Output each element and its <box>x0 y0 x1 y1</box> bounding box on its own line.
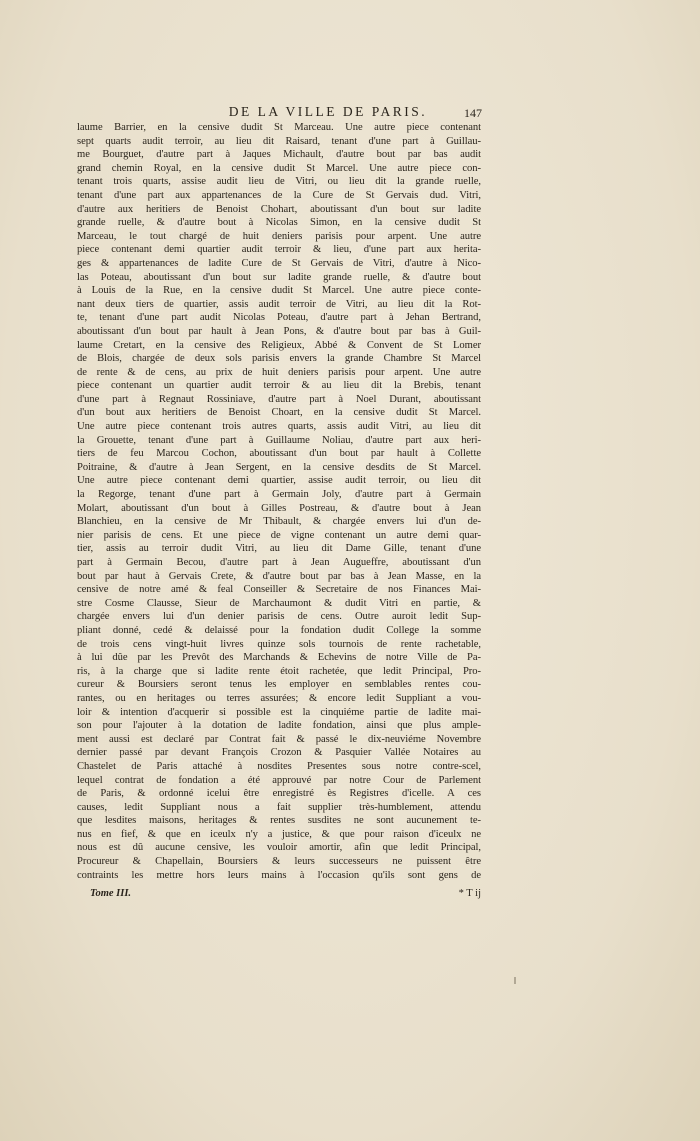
signature-mark: * T ij <box>458 888 481 899</box>
text-line: Marceau, le tout chargé de huit deniers parisis pour arpent. Une autre <box>77 230 481 242</box>
text-line: la Grouette, tenant d'une part à Guillaume Noliau, d'autre part aux heri- <box>77 434 481 446</box>
text-line: pliant donné, cedé & delaissé pour la fondation dudit College la somme <box>77 624 481 636</box>
text-line: dernier passé par devant François Crozon & Pasquier Vallée Notaires au <box>77 747 481 759</box>
text-line: à Louis de la Rue, en la censive dudit St Marcel. Une autre piece conte- <box>77 285 481 297</box>
text-line: me Bourguet, d'autre part à Jaques Michault, d'autre bout par bas audit <box>77 149 481 161</box>
text-line: Procureur & Chapellain, Boursiers & leurs successeurs ne puissent être <box>77 856 481 868</box>
text-line: grand chemin Royal, en la censive dudit St Marcel. Une autre piece con- <box>77 162 481 174</box>
text-line: Blanchieu, en la censive de Mr Thibault, & chargée envers lui d'un de- <box>77 516 481 528</box>
text-line: lequel contrat de fondation a été approuvé par notre Cour de Parlement <box>77 774 481 786</box>
text-line: la Regorge, tenant d'une part à Germain Joly, d'autre part à Germain <box>77 489 481 501</box>
text-line: laume Barrier, en la censive dudit St Marceau. Une autre piece contenant <box>77 122 481 133</box>
text-line: nant deux tiers de quartier, assis audit terroir de Vitri, au lieu dit la Rot- <box>77 298 481 310</box>
text-line: nus en fief, & que en iceulx n'y a justice, & que pour raison d'iceulx ne <box>77 828 481 840</box>
text-line: d'autre aux heritiers de Benoist Chohart, aboutissant d'un bout sur ladite <box>77 203 481 215</box>
text-line: rantes, ou en heritages ou terres assurées; & encore ledit Suppliant a vou- <box>77 692 481 704</box>
text-line: cureur & Boursiers seront tenus les employer en semblables rentes cou- <box>77 679 481 691</box>
text-line: causes, ledit Suppliant nous a fait supplier très-humblement, attendu <box>77 801 481 813</box>
text-line: tiers de feu Marcou Cochon, aboutissant d'un bout par hault à Collette <box>77 448 481 460</box>
page-number: 147 <box>464 106 482 120</box>
text-line: Molart, aboutissant d'un bout à Gilles Postreau, & d'autre bout à Jean <box>77 502 481 514</box>
text-line: de rente & de cens, au prix de huit deniers parisis pour arpent. Une autre <box>77 366 481 378</box>
text-line: de trois cens vingt-huit livres quinze sols tournois de rente rachetable, <box>77 638 481 650</box>
text-line: las Poteau, aboutissant d'un bout sur ladite grande ruelle, & d'autre bout <box>77 271 481 283</box>
text-line: d'un bout aux heritiers de Benoist Choart, en la censive dudit St Marcel. <box>77 407 481 419</box>
text-line: laume Cretart, en la censive des Religieux, Abbé & Convent de St Lomer <box>77 339 481 351</box>
text-line: stre Cosme Clausse, Sieur de Marchaumont & dudit Vitri en partie, & <box>77 597 481 609</box>
text-line: tenant trois quarts, assise audit lieu de Vitri, ou lieu dit la grande ruelle, <box>77 176 481 188</box>
volume-label: Tome III. <box>90 888 132 899</box>
page-mark <box>514 977 516 984</box>
text-line: loir & intention d'acquerir si possible est la cinquiéme partie de ladite mai- <box>77 706 481 718</box>
text-line: Poitraine, & d'autre à Jean Sergent, en la censive desdits de St Marcel. <box>77 461 481 473</box>
text-line: à lui dûe par les Prevôt des Marchands & Echevins de notre Ville de Pa- <box>77 652 481 664</box>
text-line: nous est dû aucune censive, les vouloir amortir, afin que ledit Principal, <box>77 842 481 854</box>
text-line: de Paris, & ordonné icelui être enregistré ès Registres d'icelle. A ces <box>77 788 481 800</box>
text-line: tier, assis au terroir dudit Vitri, au lieu dit Dame Gille, tenant d'une <box>77 543 481 555</box>
text-line: chargée envers lui d'un denier parisis de cens. Outre auroit ledit Sup- <box>77 611 481 623</box>
text-line: piece contenant demi quartier audit terroir & lieu, d'une part aux herita- <box>77 244 481 256</box>
text-line: grande ruelle, & d'autre bout à Nicolas Simon, en la censive dudit St <box>77 217 481 229</box>
running-title: DE LA VILLE DE PARIS. <box>228 104 428 119</box>
text-line: que lesdites maisons, heritages & rentes susdites ne sont aucunement te- <box>77 815 481 827</box>
text-line: aboutissant d'un bout par hault à Jean Pons, & d'autre bout par bas à Guil- <box>77 325 481 337</box>
text-line: censive de notre amé & feal Conseiller & Secretaire de nos Finances Mai- <box>77 584 481 596</box>
text-line: te, tenant d'une part audit Nicolas Poteau, d'autre part à Jehan Bertrand, <box>77 312 481 324</box>
text-line: Une autre piece contenant demi quartier, assise audit terroir, ou lieu dit <box>77 475 481 487</box>
text-line: piece contenant un quartier audit terroir & au lieu dit la Brebis, tenant <box>77 380 481 392</box>
text-line: d'une part à Regnaut Rossiniave, d'autre part à Noel Durant, aboutissant <box>77 393 481 405</box>
text-line: de Blois, chargée de deux sols parisis envers la grande Chambre St Marcel <box>77 353 481 365</box>
text-line: tenant d'une part aux appartenances de la Cure de St Gervais dud. Vitri, <box>77 189 481 201</box>
text-line: part à Germain Becou, d'autre part à Jean Augueffre, aboutissant d'un <box>77 557 481 568</box>
text-line: Une autre piece contenant trois autres quarts, assis audit Vitri, au lieu dit <box>77 421 481 433</box>
text-line: Chastelet de Paris attaché à nosdites Presentes sous notre contre-scel, <box>77 760 481 772</box>
text-line: ris, à la charge que si ladite rente étoit rachetée, que ledit Principal, Pro- <box>77 665 481 677</box>
text-line: contraints les mettre hors leurs mains à l'occasion qu'ils sont gens de <box>77 869 481 881</box>
text-line: son pour l'ajouter à la dotation de ladite fondation, ainsi que plus ample- <box>77 720 481 732</box>
text-line: sept quarts audit terroir, au lieu dit Raisard, tenant d'une part à Guillau- <box>77 135 481 147</box>
text-line: ment aussi est declaré par Contrat fait & passé le dix-neuviéme Novembre <box>77 733 481 745</box>
text-line: bout par haut à Gervais Crete, & d'autre bout par bas à Jean Masse, en la <box>77 570 481 582</box>
body-text <box>77 121 481 882</box>
text-line: nier parisis de cens. Et une piece de vigne contenant un autre demi quar- <box>77 529 481 541</box>
text-line: ges & appartenances de ladite Cure de St Gervais de Vitri, d'autre à Nico- <box>77 257 481 269</box>
